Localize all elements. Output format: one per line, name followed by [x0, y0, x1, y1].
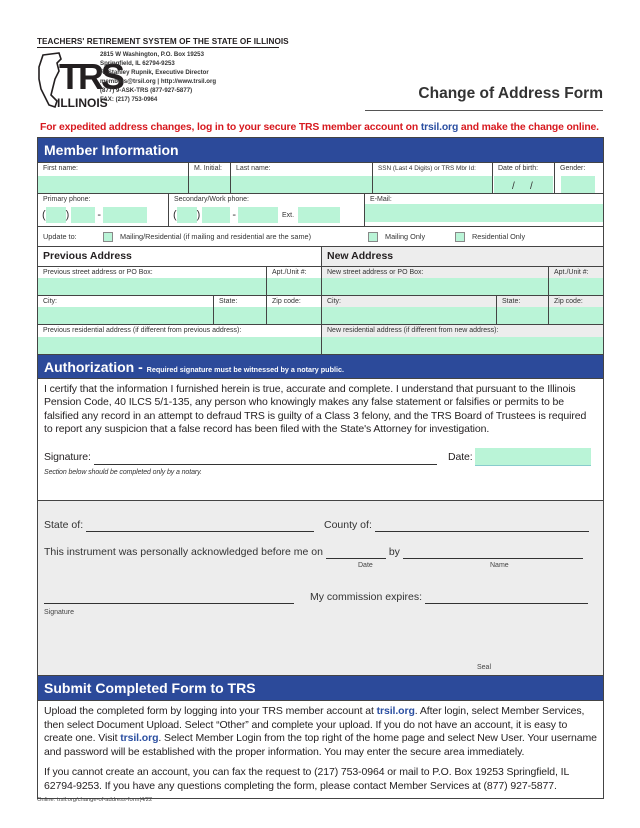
section-authorization: Authorization - Required signature must be witnessed by a notary public. [38, 354, 603, 379]
trsil-link[interactable]: trsil.org [120, 732, 159, 744]
member-name-row [38, 163, 603, 194]
secondary-phone-prefix-input[interactable] [202, 207, 230, 223]
last-name-cell: Last name: [231, 163, 373, 193]
extension-input[interactable] [298, 207, 340, 223]
trsil-link[interactable]: trsil.org [420, 122, 459, 133]
first-name-cell: First name: [38, 163, 189, 193]
ssn-cell: SSN (Last 4 Digits) or TRS Mbr Id: [373, 163, 493, 193]
dob-input[interactable] [494, 176, 553, 193]
previous-zip-input[interactable] [267, 307, 321, 324]
primary-phone-cell: Primary phone: ( ) - [38, 194, 169, 226]
letterhead [37, 37, 603, 112]
new-street-input[interactable] [322, 278, 548, 295]
new-zip-input[interactable] [549, 307, 603, 324]
previous-address-block: Previous Address Previous street address or PO Box: Apt./Unit #: City: State: Zip code: Previous residential address (if different from previous address): [38, 247, 322, 354]
section-member-information: Member Information [38, 138, 603, 163]
notary-signature-line[interactable] [44, 591, 294, 604]
certification-text: I certify that the information I furnished herein is true, accurate and complete. I understand that pursuant to the Illinois Pension Code, 40 ILCS 5/1-135, any person who knowingly makes any false statement or falsifies or permits to be falsified any record in an attempt to defraud TRS is guilty of a Class 3 felony, and the TRS Board of Trustees is required to report any suspicion that a false record has been filed with the State's Attorney for investigation. [44, 383, 587, 435]
svg-text:TRS: TRS [59, 56, 122, 97]
middle-initial-input[interactable] [189, 176, 230, 193]
new-city-input[interactable] [322, 307, 496, 324]
contact-block [100, 50, 216, 105]
email-input[interactable] [365, 204, 603, 222]
seal-area: Seal [477, 664, 492, 671]
residential-only-checkbox[interactable] [455, 232, 465, 242]
ssn-input[interactable] [373, 176, 492, 193]
address-line: Springfield, IL 62794-9253 [100, 60, 175, 68]
new-address-block: New Address New street address or PO Box: Apt./Unit #: City: State: Zip code: New residential address (if different from new address): [322, 247, 603, 354]
previous-city-input[interactable] [38, 307, 213, 324]
secondary-phone-cell: Secondary/Work phone: ( ) - Ext. [169, 194, 365, 226]
org-name: TEACHERS' RETIREMENT SYSTEM OF THE STATE OF ILLINOIS [37, 37, 289, 46]
gender-cell: Gender: [555, 163, 603, 193]
new-state-input[interactable] [497, 307, 548, 324]
contact-row [38, 194, 603, 227]
fax: FAX: (217) 753-0964 [100, 96, 158, 104]
previous-state-input[interactable] [214, 307, 266, 324]
trsil-link[interactable]: trsil.org [376, 705, 415, 717]
commission-expires-line[interactable] [425, 591, 588, 604]
middle-initial-cell: M. Initial: [189, 163, 231, 193]
primary-phone-area-code-input[interactable] [46, 207, 66, 223]
signature-date-input[interactable] [475, 448, 591, 466]
update-to-row: Update to: Mailing/Residential (if mailing and residential are the same) Mailing Only Residential Only [38, 227, 603, 247]
notary-county-line[interactable] [375, 519, 589, 532]
first-name-input[interactable] [38, 176, 188, 193]
new-address-heading: New Address [322, 247, 603, 267]
title-divider [365, 110, 603, 111]
email-website: members@trsil.org | http://www.trsil.org [100, 78, 217, 86]
submit-instructions: Upload the completed form by logging into your TRS member account at trsil.org. After login, select Member Services, then select Document Upload. Select “Other” and complete your upload. If you do not have an account, it is easy to create one. Visit trsil.org. Select Member Login from the top right of the home page and select New User. Your username and password will be established with the proper information. You may enter the secure area immediately. If you cannot create an account, you can fax the request to (217) 753-0964 or mail to P.O. Box 19253 Springfield, IL 62794-9253. If you have any questions completing the form, please contact Member Services at (877) 927-5877. [44, 705, 597, 792]
phone: (877) 9-ASK-TRS (877-927-5877) [100, 87, 193, 95]
new-residential-input[interactable] [322, 337, 603, 354]
address-line: 2815 W Washington, P.O. Box 19253 [100, 51, 204, 58]
last-name-input[interactable] [231, 176, 372, 193]
change-of-address-form [37, 137, 604, 799]
section-submit: Submit Completed Form to TRS [38, 676, 603, 701]
previous-address-heading: Previous Address [38, 247, 321, 267]
form-footer: Online: trsil.org/change-of-address-form|4/22 [37, 797, 153, 803]
member-signature-line[interactable] [94, 451, 437, 465]
dob-cell: Date of birth: / / [493, 163, 555, 193]
notary-section: State of: County of: This instrument was personally acknowledged before me on by Date Name My commission expires: Signature Seal [38, 501, 603, 676]
previous-apt-input[interactable] [267, 278, 321, 295]
svg-text:ILLINOIS: ILLINOIS [57, 96, 108, 109]
secondary-phone-line-input[interactable] [238, 207, 278, 223]
notary-ack-date-line[interactable] [326, 546, 386, 559]
new-apt-input[interactable] [549, 278, 603, 295]
previous-street-input[interactable] [38, 278, 266, 295]
expedited-notice: For expedited address changes, log in to your secure TRS member account on trsil.org and make the change online. [40, 122, 599, 133]
primary-phone-prefix-input[interactable] [71, 207, 95, 223]
executive-director: R. Stanley Rupnik, Executive Director [100, 69, 209, 77]
notary-ack-name-line[interactable] [403, 546, 583, 559]
previous-residential-input[interactable] [38, 337, 321, 354]
mailing-residential-checkbox[interactable] [103, 232, 113, 242]
address-section [38, 247, 603, 354]
mailing-only-checkbox[interactable] [368, 232, 378, 242]
page-title: Change of Address Form [418, 85, 603, 102]
primary-phone-line-input[interactable] [103, 207, 147, 223]
notary-state-line[interactable] [86, 519, 314, 532]
secondary-phone-area-code-input[interactable] [177, 207, 197, 223]
authorization-body: I certify that the information I furnished herein is true, accurate and complete. I understand that pursuant to the Illinois Pension Code, 40 ILCS 5/1-135, any person who knowingly makes any false statement or falsifies or permits to be falsified any record in an attempt to defraud TRS is guilty of a Class 3 felony, and the TRS Board of Trustees is required to report any suspicion that a false record has been filed with the State's Attorney for investigation. Signature: Date: Section below should be completed only by a notary. [38, 379, 603, 501]
email-cell: E-Mail: [365, 194, 603, 226]
gender-input[interactable] [561, 176, 595, 193]
